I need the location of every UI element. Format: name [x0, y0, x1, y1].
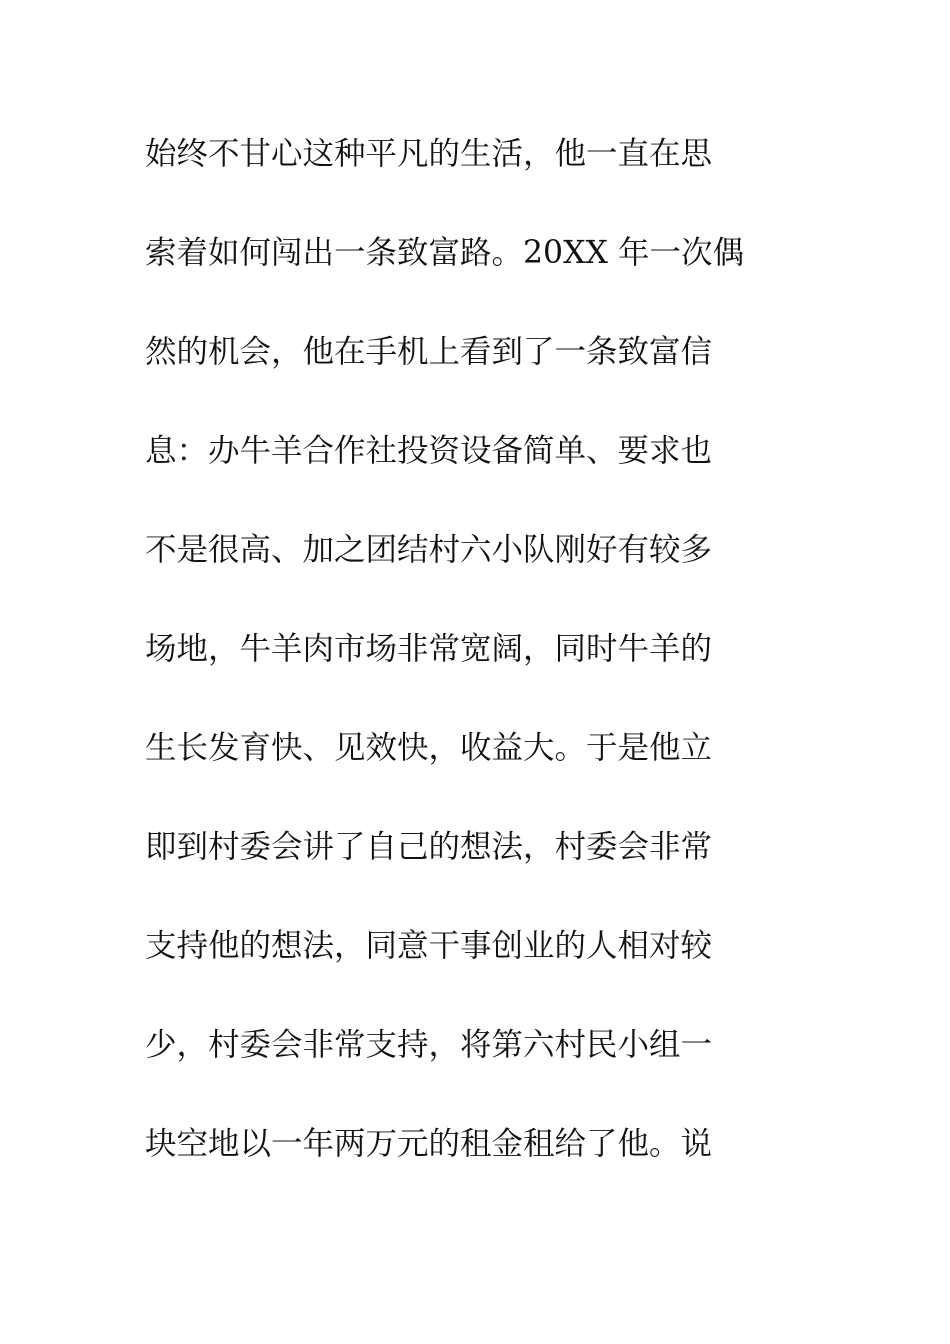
text-line-10: 少，村委会非常支持，将第六村民小组一: [145, 1027, 713, 1063]
text-line-7: 生长发育快、见效快，收益大。于是他立: [145, 730, 713, 766]
text-line-6: 场地，牛羊肉市场非常宽阔，同时牛羊的: [145, 631, 713, 667]
text-line-3: 然的机会，他在手机上看到了一条致富信: [145, 334, 713, 370]
text-line-5: 不是很高、加之团结村六小队刚好有较多: [145, 532, 713, 568]
text-line-1: 始终不甘心这种平凡的生活，他一直在思: [145, 136, 713, 172]
text-line-8: 即到村委会讲了自己的想法，村委会非常: [145, 829, 713, 865]
text-line-2: 索着如何闯出一条致富路。20XX 年一次偶: [145, 235, 744, 271]
text-line-4: 息：办牛羊合作社投资设备简单、要求也: [145, 433, 713, 469]
text-line-11: 块空地以一年两万元的租金租给了他。说: [145, 1126, 713, 1162]
text-line-9: 支持他的想法，同意干事创业的人相对较: [145, 928, 713, 964]
body-text: [145, 128, 825, 1217]
